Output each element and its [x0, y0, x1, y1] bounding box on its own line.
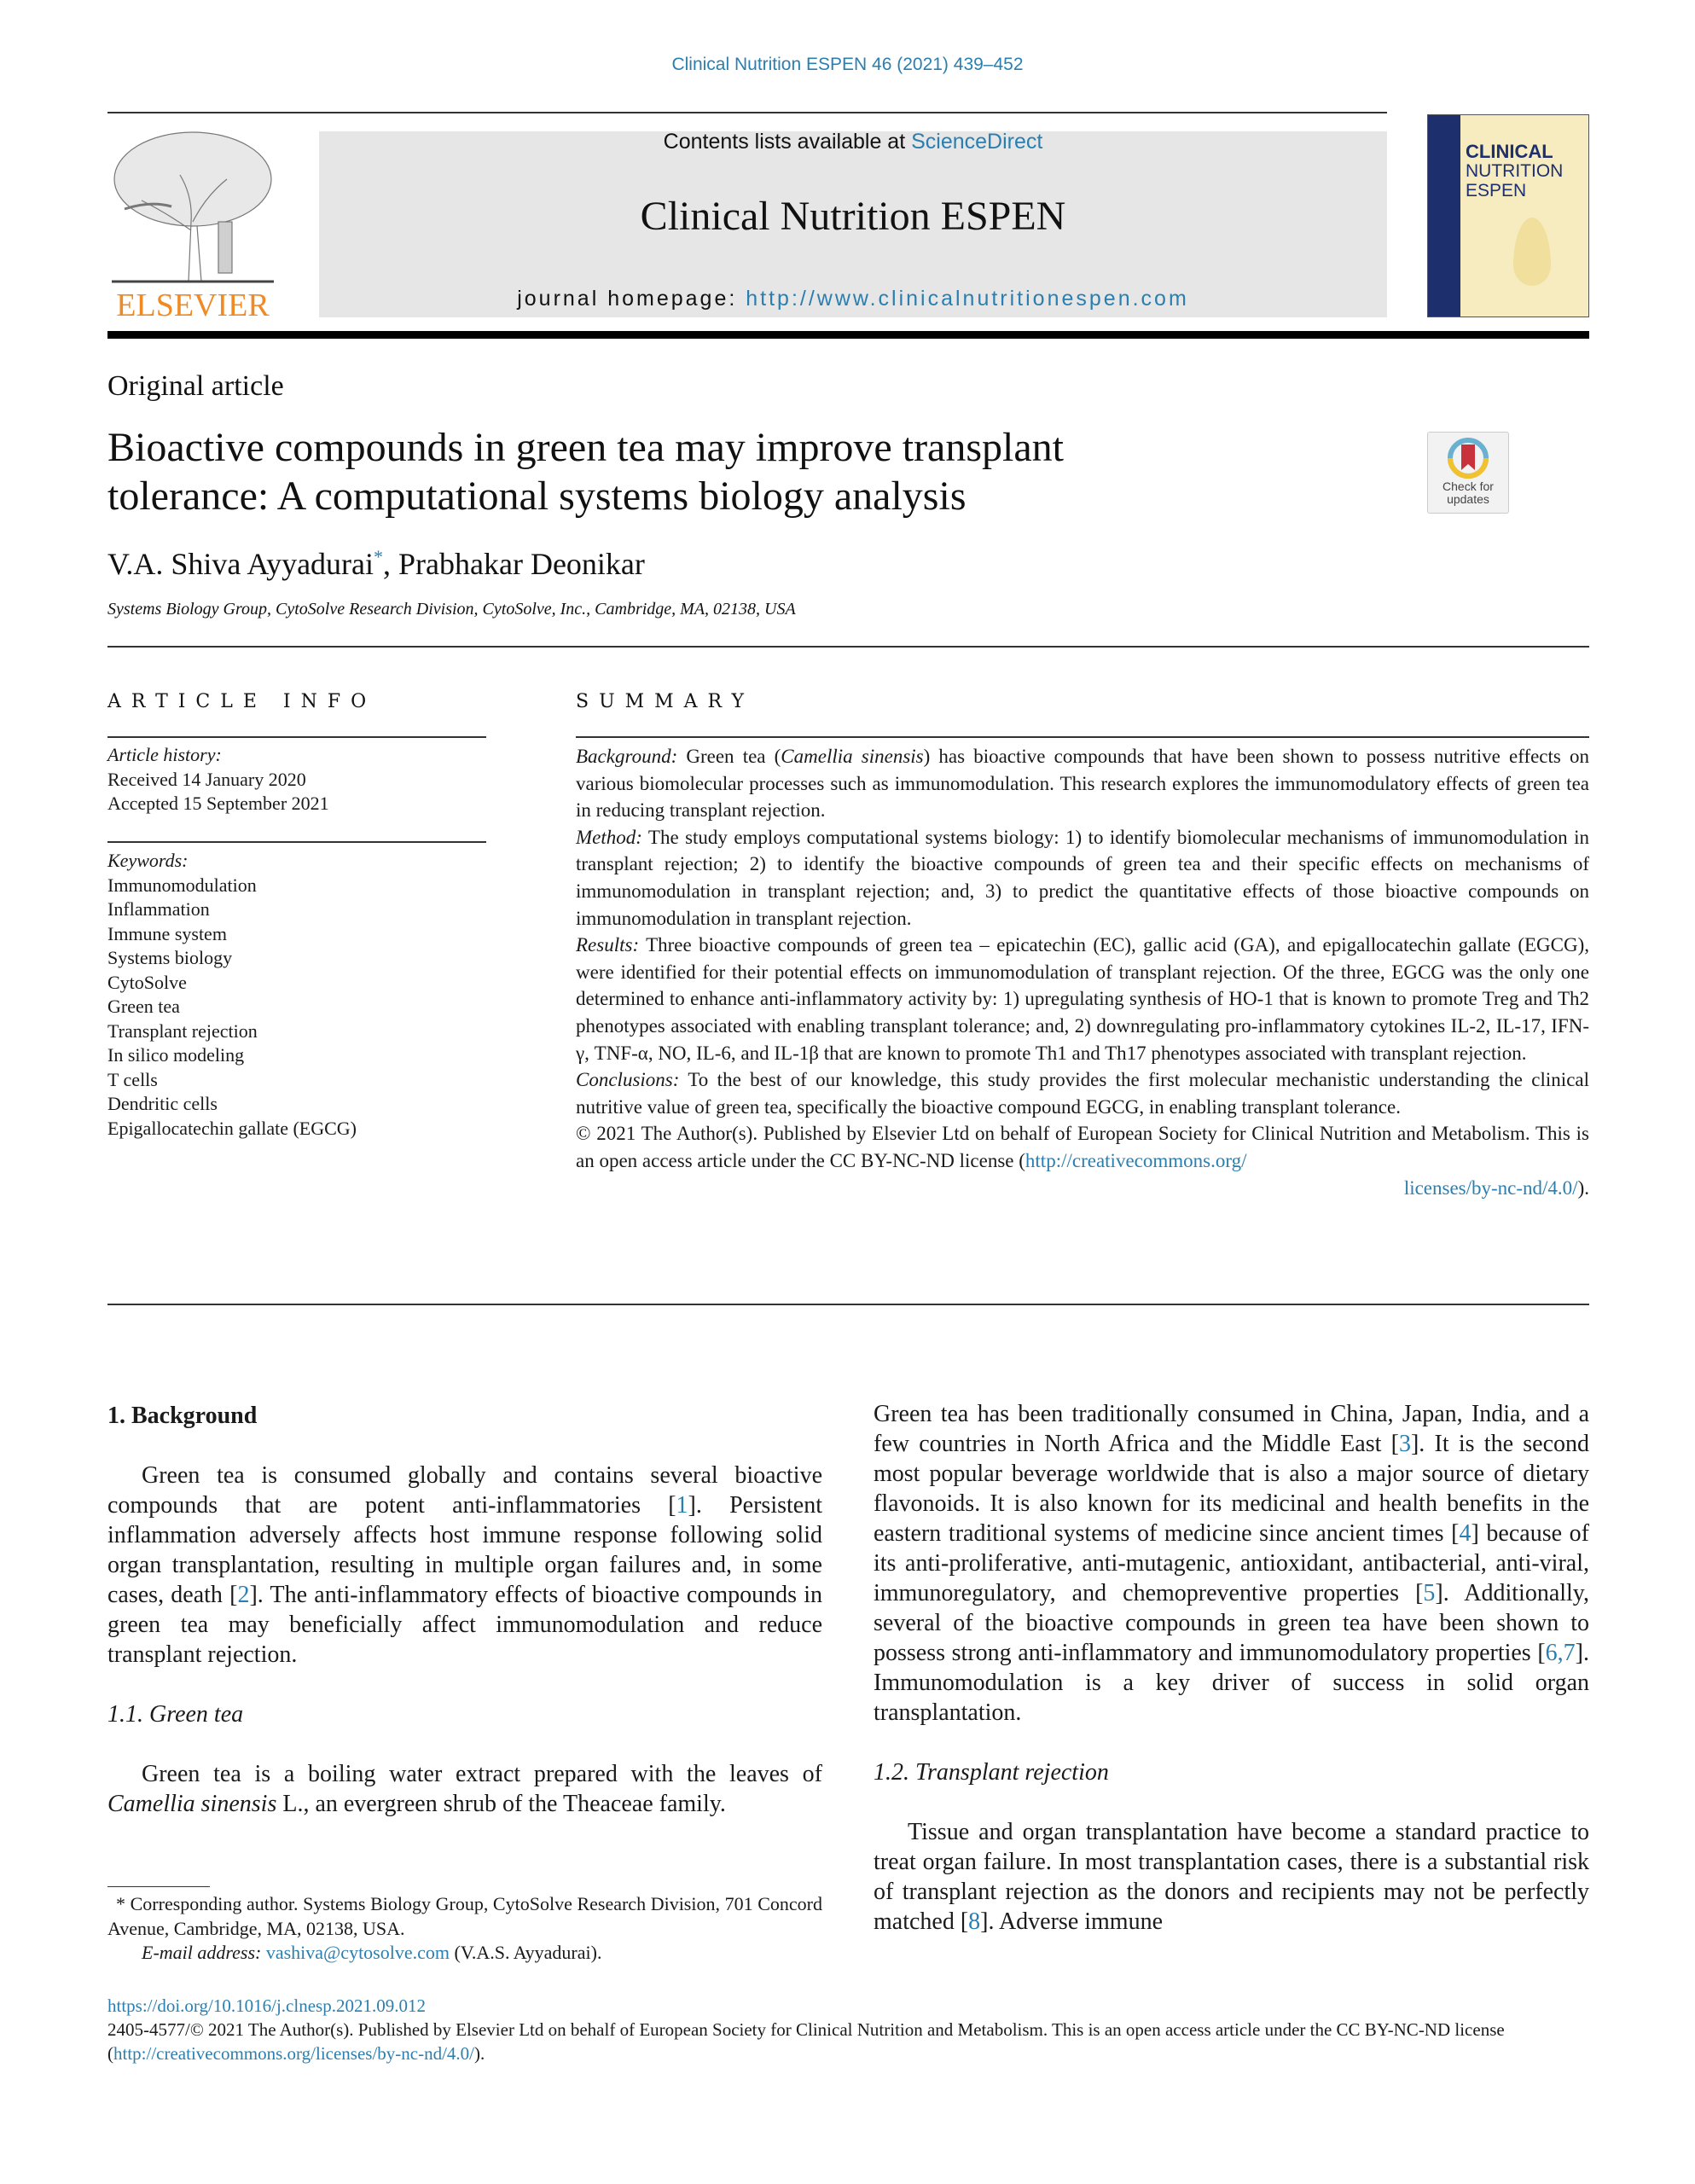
keywords-list — [107, 849, 486, 1141]
divider — [107, 841, 486, 843]
crossmark-icon — [1428, 434, 1508, 482]
abstract-method: Method: The study employs computational systems biology: 1) to identify biomolecular mechanisms of immunomodulation in transplant rejection; 2) to identify the bioactive compounds of green tea and their specific effects on mechanisms of immunomodulation in transplant rejection; and, 3) to predict the quantitative effects of those bioactive compounds on immunomodulation in transplant rejection. — [576, 826, 1589, 929]
journal-homepage-line — [319, 287, 1387, 311]
abstract-copyright: © 2021 The Author(s). Published by Elsevier Ltd on behalf of European Society for Clinical Nutrition and Metabolism. This is an open access article under the CC BY-NC-ND license (http://creativecommons.org/ — [576, 1123, 1589, 1171]
keyword: Green tea — [107, 996, 180, 1017]
email-link[interactable]: vashiva@cytosolve.com — [265, 1942, 450, 1963]
journal-title: Clinical Nutrition ESPEN — [640, 194, 1066, 239]
body-paragraph: Green tea has been traditionally consumed in China, Japan, India, and a few countries in North Africa and the Middle East [3]. It is the second most popular beverage worldwide that is also a major source of dietary flavonoids. It is also known for its medicinal and health benefits in the eastern traditional systems of medicine since ancient times [4] because of its anti-proliferative, anti-mutagenic, antioxidant, antibacterial, anti-viral, immunoregulatory, and chemopreventive properties [5]. Additionally, several of the bioactive compounds in green tea have been shown to possess strong anti-inflammatory and immunomodulatory properties [6,7]. Immunomodulation is a key driver of success in solid organ transplantation. — [874, 1401, 1590, 1726]
section-heading: 1. Background — [107, 1403, 258, 1429]
accepted-date: Accepted 15 September 2021 — [107, 793, 329, 814]
abstract-results: Results: Three bioactive compounds of green tea – epicatechin (EC), gallic acid (GA), and epigallocatechin gallate (EGCG), were identified for their potential effects on immunomodulation of transplant rejection. Of the three, EGCG was the only one determined to enhance anti-inflammatory activity by: 1) upregulating synthesis of HO-1 that is known to promote Treg and Th2 phenotypes associated with enabling transplant tolerance; and, 2) downregulating pro-inflammatory cytokines IL-2, IL-17, IFN-γ, TNF-α, NO, IL-6, and IL-1β that are known to promote Th1 and Th17 phenotypes associated with transplant rejection. — [576, 934, 1589, 1064]
keyword: Epigallocatechin gallate (EGCG) — [107, 1117, 357, 1139]
license-link[interactable]: http://creativecommons.org/ — [1025, 1149, 1247, 1171]
history-label: Article history: — [107, 744, 222, 765]
check-for-updates-button[interactable] — [1427, 432, 1509, 514]
body-paragraph: Green tea is consumed globally and contains several bioactive compounds that are potent anti-inflammatories [1]. Persistent inflammation adversely affects host immune response following solid organ transplantation, resulting in multiple organ failures and, in some cases, death [2]. The anti-inflammatory effects of bioactive compounds in green tea may beneficially affect immunomodulation and reduce transplant rejection. — [107, 1462, 822, 1668]
body-column-right — [874, 1399, 1589, 1937]
received-date: Received 14 January 2020 — [107, 768, 306, 790]
footer-copyright: 2405-4577/© 2021 The Author(s). Published by Elsevier Ltd on behalf of European Society for Clinical Nutrition and Metabolism. This is an open access article under the CC BY-NC-ND license (http://creativecommons.org/licenses/by-nc-nd/4.0/). — [107, 2019, 1505, 2064]
header-thick-rule — [107, 331, 1589, 339]
keyword: Dendritic cells — [107, 1093, 218, 1114]
author-affiliation: Systems Biology Group, CytoSolve Research Division, CytoSolve, Inc., Cambridge, MA, 02138, USA — [107, 600, 796, 619]
keyword: Systems biology — [107, 947, 233, 968]
page-footer — [107, 1994, 1589, 2065]
cover-spine — [1428, 115, 1460, 317]
summary-heading: SUMMARY — [576, 691, 754, 712]
citation-link[interactable]: 1 — [676, 1492, 688, 1519]
divider — [107, 646, 1589, 648]
homepage-link[interactable]: http://www.clinicalnutritionespen.com — [746, 287, 1189, 311]
subsection-heading: 1.1. Green tea — [107, 1701, 244, 1728]
footnote-rule — [107, 1886, 210, 1887]
citation-link[interactable]: 2 — [237, 1582, 250, 1608]
abstract-conclusions: Conclusions: To the best of our knowledge, this study provides the first molecular mechanistic understanding the clinical nutritive value of green tea, specifically the bioactive compound EGCG, in enabling transplant tolerance. — [576, 1069, 1589, 1118]
citation-link[interactable]: 4 — [1459, 1520, 1472, 1547]
journal-cover-image — [1427, 114, 1589, 317]
subsection-heading: 1.2. Transplant rejection — [874, 1759, 1109, 1786]
elsevier-wordmark: ELSEVIER — [116, 288, 270, 323]
cover-drop-icon — [1513, 218, 1551, 286]
keywords-label: Keywords: — [107, 850, 189, 871]
abstract-background: Background: Green tea (Camellia sinensis) has bioactive compounds that have been shown to possess nutritive effects on various biomolecular processes such as immunomodulation. This research explores the immunomodulatory effects of green tea in reducing transplant rejection. — [576, 746, 1589, 822]
corresponding-author-mark[interactable]: * — [374, 546, 384, 567]
keyword: T cells — [107, 1068, 158, 1090]
keyword: In silico modeling — [107, 1044, 245, 1066]
contents-prefix: Contents lists available at — [663, 130, 912, 154]
corresponding-author-note: * Corresponding author. Systems Biology Group, CytoSolve Research Division, 701 Concord Avenue, Cambridge, MA, 02138, USA. — [107, 1893, 822, 1939]
email-line: E-mail address: vashiva@cytosolve.com (V.A.S. Ayyadurai). — [142, 1942, 602, 1963]
author-name[interactable]: V.A. Shiva Ayyadurai — [107, 547, 374, 581]
body-paragraph: Green tea is a boiling water extract prepared with the leaves of Camellia sinensis L., an evergreen shrub of the Theaceae family. — [107, 1761, 822, 1817]
abstract-copyright-end: licenses/by-nc-nd/4.0/). — [1403, 1176, 1589, 1199]
article-title — [107, 423, 1344, 520]
body-column-left — [107, 1401, 822, 1819]
article-history — [107, 743, 486, 816]
abstract — [576, 743, 1589, 1201]
keyword: Immune system — [107, 922, 227, 944]
keyword: Immunomodulation — [107, 874, 257, 896]
article-info-heading: ARTICLE INFO — [107, 691, 377, 712]
license-link[interactable]: licenses/by-nc-nd/4.0/ — [1403, 1176, 1578, 1199]
doi-link[interactable]: https://doi.org/10.1016/j.clnesp.2021.09.012 — [107, 1995, 426, 2016]
check-for-updates-label: Check for updates — [1442, 479, 1494, 506]
citation-link[interactable]: 6,7 — [1545, 1640, 1576, 1666]
sciencedirect-link[interactable]: ScienceDirect — [911, 130, 1043, 154]
body-paragraph: Tissue and organ transplantation have become a standard practice to treat organ failure. In most transplantation cases, there is a substantial risk of transplant rejection as the donors and recipients may not be perfectly matched [8]. Adverse immune — [874, 1819, 1589, 1935]
divider — [107, 1304, 1589, 1305]
article-type: Original article — [107, 370, 284, 402]
license-link[interactable]: http://creativecommons.org/licenses/by-nc-nd/4.0/ — [113, 2043, 475, 2064]
homepage-label: journal homepage: — [517, 287, 746, 311]
keyword: Transplant rejection — [107, 1019, 258, 1042]
cover-title-line3: ESPEN — [1466, 181, 1527, 200]
article-title-line1: Bioactive compounds in green tea may improve transplant — [107, 425, 1065, 470]
cover-title-line1: CLINICAL — [1466, 141, 1553, 162]
citation-link[interactable]: 5 — [1423, 1580, 1436, 1606]
divider — [576, 736, 1589, 738]
author-list: V.A. Shiva Ayyadurai*, Prabhakar Deonikar — [107, 546, 645, 581]
footnote — [107, 1892, 822, 1966]
header-top-rule — [107, 112, 1387, 113]
citation-link[interactable]: 8 — [968, 1908, 981, 1935]
author-name[interactable]: Prabhakar Deonikar — [398, 547, 645, 581]
keyword: CytoSolve — [107, 971, 187, 993]
cover-title-line2: NUTRITION — [1466, 161, 1564, 181]
article-title-line2: tolerance: A computational systems biology analysis — [107, 473, 966, 519]
citation-link[interactable]: 3 — [1398, 1431, 1411, 1457]
contents-line — [319, 130, 1387, 154]
journal-citation-link[interactable]: Clinical Nutrition ESPEN 46 (2021) 439–452 — [671, 55, 1024, 74]
divider — [107, 736, 486, 738]
keyword: Inflammation — [107, 898, 210, 920]
